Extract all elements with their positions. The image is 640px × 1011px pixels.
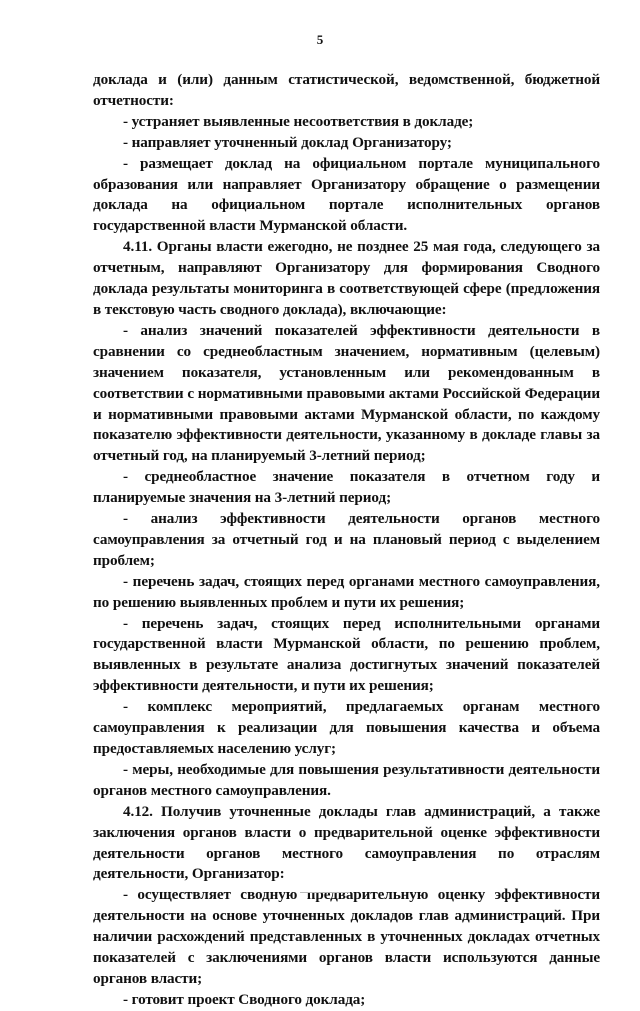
list-item: - комплекс мероприятий, предлагаемых органам местного самоуправления к реализации для повышения качества и объема предоставляемых населению услуг; [93, 698, 600, 757]
list-item: - перечень задач, стоящих перед исполнительными органами государственной власти Мурманской области, по решению проблем, выявленных в результате анализа достигнутых значений показателей эффективности деятельности, и пути их решения; [93, 614, 600, 695]
list-item: - направляет уточненный доклад Организатору; [123, 133, 452, 151]
section-paragraph: 4.12. Получив уточненные доклады глав администраций, а также заключения органов власти о предварительной оценке эффективности деятельности органов местного самоуправления по отраслям деятельности, Организатор: [93, 802, 600, 883]
list-item: - размещает доклад на официальном портале муниципального образования или направляет Организатору обращение о размещении доклада на официальном портале исполнительных органов государственной власти Мурманской области. [93, 154, 600, 235]
list-item: - устраняет выявленные несоответствия в докладе; [123, 112, 474, 130]
list-item: - перечень задач, стоящих перед органами местного самоуправления, по решению выявленных проблем и пути их решения; [93, 572, 600, 611]
section-paragraph: 4.11. Органы власти ежегодно, не позднее 25 мая года, следующего за отчетным, направляют Организатору для формирования Сводного доклада результаты мониторинга в соответствующей сфере (предложения в текстовую часть сводного доклада), включающие: [93, 238, 600, 318]
list-item: - анализ эффективности деятельности органов местного самоуправления за отчетный год и на плановый период с выделением проблем; [93, 510, 600, 569]
list-item: - готовит проект Сводного доклада; [123, 990, 366, 1008]
list-item: - меры, необходимые для повышения результативности деятельности органов местного самоуправления. [93, 760, 600, 799]
list-item: - анализ значений показателей эффективности деятельности в сравнении со среднеобластным значением, нормативным (целевым) значением показателя, установленным или рекомендованным в соответствии с нормативными правовыми актами Российской Федерации и нормативными правовыми актами Мурманской области, по каждому показателю эффективности деятельности, указанному в докладе главы за отчетный год, на планируемый 3-летний период; [93, 321, 600, 465]
list-item: - осуществляет сводную предварительную оценку эффективности деятельности на основе уточненных докладов глав администраций. При наличии расхождений представленных в уточненных докладах отчетных показателей с заключениями органов власти используются данные органов власти; [93, 886, 600, 987]
document-body [93, 70, 600, 1011]
paragraph: доклада и (или) данным статистической, ведомственной, бюджетной отчетности: [93, 71, 600, 109]
page-number: 5 [316, 32, 324, 47]
list-item: - среднеобластное значение показателя в отчетном году и планируемые значения на 3-летний период; [93, 468, 600, 507]
page-edge-mark [300, 892, 350, 895]
